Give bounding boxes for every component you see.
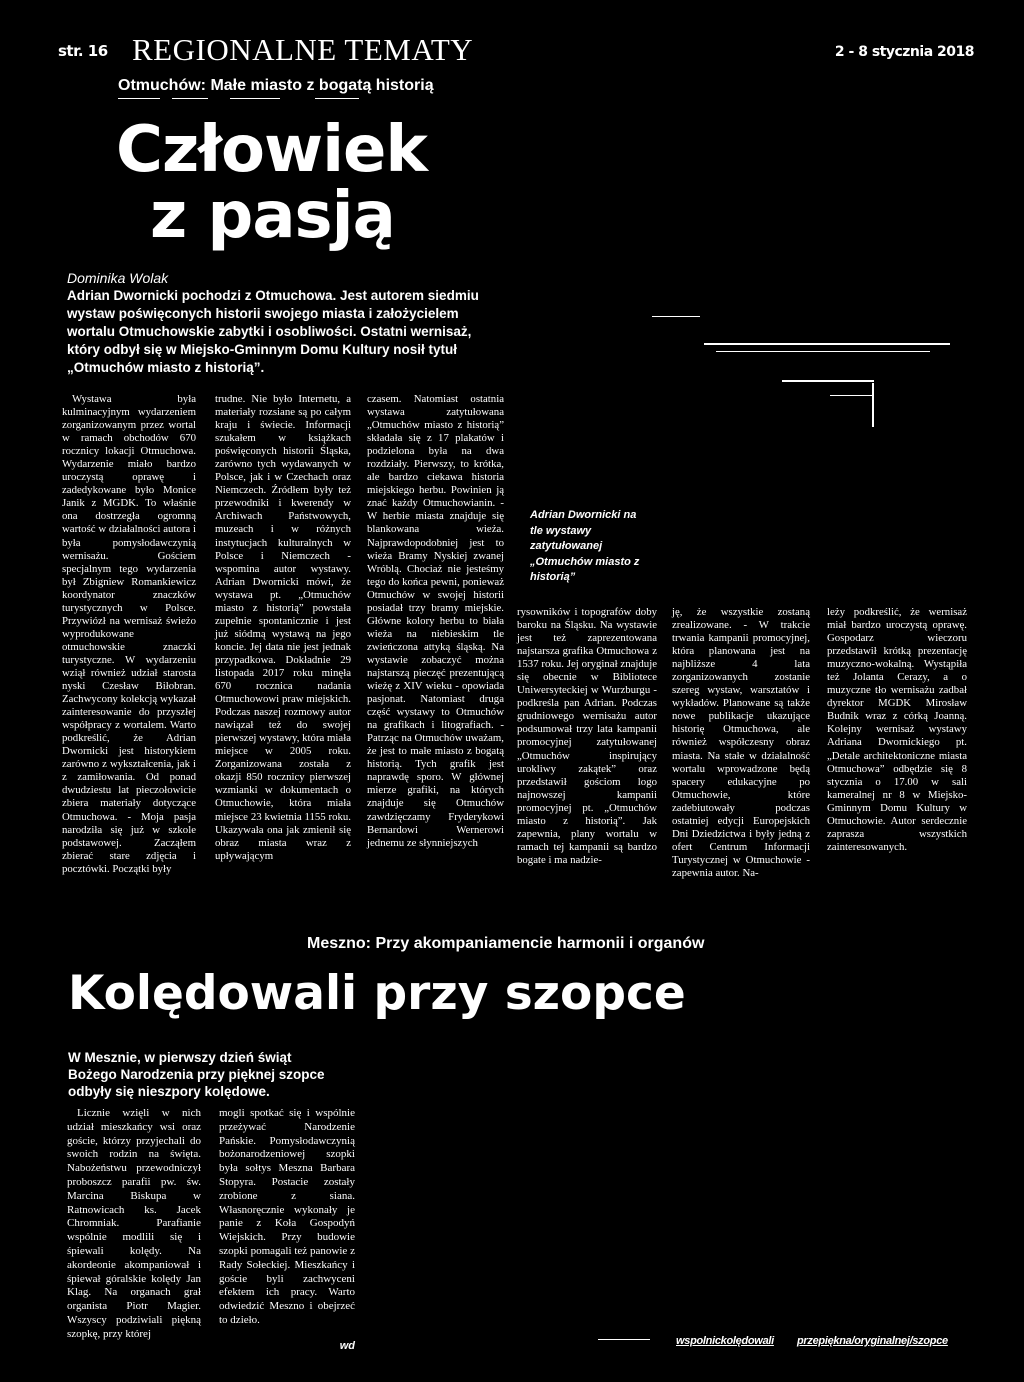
author-byline: Dominika Wolak <box>67 270 169 286</box>
article-lead: Adrian Dwornicki pochodzi z Otmuchowa. Jest autorem siedmiu wystaw poświęconych historii swojego miasta i założycielem wortalu Otmuchowskie zabytki i osobliwości. Ostatni wernisaż, który odbył się w Miejsko-Gminnym Domu Kultury nosił tytuł „Otmuchów miasto z historią”. <box>67 288 479 375</box>
photo-rule <box>704 343 950 345</box>
photo-rule <box>652 316 700 317</box>
footer-link[interactable]: przepiękna/oryginalnej/szopce <box>797 1335 948 1347</box>
photo-rule <box>830 395 874 396</box>
footer-link[interactable]: wspolnickolędowali <box>676 1335 774 1347</box>
article-kicker-2: Meszno: Przy akompaniamencie harmonii i organów <box>307 935 705 952</box>
kicker-underline <box>118 98 160 99</box>
kicker-underline <box>172 98 208 99</box>
article-column: rysowników i topografów doby baroku na Śląsku. Na wystawie jest też zaprezentowana najstarsza grafika Otmuchowa z 1537 roku. Jej oryginał znajduje się obecnie w Bibliotece Uniwersyteckiej w Wurzburgu - podkreśla pan Adrian. Podczas grudniowego wernisażu autor podsumował trzy lata kampanii promocyjnej zatytułowanej „Otmuchów inspirujący urokliwy zakątek” oraz przedstawił gościom logo najnowszej kampanii promocyjnej pt. „Otmuchów miasto z historią”. Jak zapewnia, plany wortalu w ramach tej kampanii są bardzo bogate i ma nadzie- <box>517 606 657 866</box>
section-title: REGIONALNE TEMATY <box>132 32 474 67</box>
article-column: ję, że wszystkie zostaną zrealizowane. - W trakcie trwania kampanii promocyjnej, która planowana jest na najbliższe 4 lata zorganizowanych zostanie szereg wystaw, warsztatów i wykładów. Planowane są także nowe publikacje ukazujące historię Otmuchowa, ale również współczesny obraz miasta. Na stałe w działalność wortalu wprowadzone będą spacery edukacyjne po Otmuchowie, które zadebiutowały podczas ostatniej edycji Europejskich Dni Dziedzictwa i były jedną z ofert Centrum Informacji Turystycznej w Otmuchowie - zapewnia autor. Na- <box>672 606 810 879</box>
article-column: leży podkreślić, że wernisaż miał bardzo uroczystą oprawę. Gospodarz wieczoru przedstawił krótką prezentację muzyczno-wokalną. Wystąpiła też Jolanta Cerazy, a o muzyczne tło wernisażu zadbał dyrektor MGDK Mirosław Budnik wraz z córką Joanną. Kolejny wernisaż wystawy Adriana Dwornickiego pt. „Detale architektoniczne miasta Otmuchowa” odbędzie się 8 stycznia o 17.00 w sali kameralnej nr 8 w Miejsko-Gminnym Domu Kultury w Otmuchowie. Autor serdecznie zaprasza wszystkich zainteresowanych. <box>827 606 967 853</box>
page-number: str. 16 <box>58 42 108 60</box>
article-column-2: mogli spotkać się i wspólnie przeżywać Narodzenie Pańskie. Pomysłodawczynią bożonarodzeniowej szopki była sołtys Meszna Barbara Stopyra. Postacie zostały zrobione z siana. Własnoręcznie wykonały je panie z Koła Gospodyń Wiejskich. Przy budowie szopki pomagali też panowie z Rady Sołeckiej. Mieszkańcy i goście byli zachwyceni efektem ich pracy. Warto odwiedzić Meszno i obejrzeć to dzieło. <box>219 1107 355 1326</box>
article-headline: Człowiek <box>116 113 427 187</box>
article-column-2: Licznie wzięli w nich udział mieszkańcy wsi oraz goście, którzy przyjechali do swoich rodzin na święta. Nabożeństwu przewodniczył proboszcz parafii pw. św. Marcina Biskupa w Ratnowicach ks. Jacek Chromniak. Parafianie wspólnie modlili się i śpiewali kolędy. Na akordeonie akompaniował i śpiewał góralskie kolędy Jan Klag. Na organach grał organista Piotr Magier. Wszyscy podziwiali piękną szopkę, przy której <box>67 1107 201 1340</box>
footer-rule <box>598 1339 650 1340</box>
issue-date: 2 - 8 stycznia 2018 <box>834 44 974 60</box>
kicker-underline <box>315 98 359 99</box>
photo-rule <box>872 383 874 427</box>
article-headline-2: Kolędowali przy szopce <box>68 966 686 1021</box>
photo-caption: Adrian Dwornicki na tle wystawy zatytułowanej „Otmuchów miasto z historią” <box>530 509 640 583</box>
author-signature: wd <box>339 1340 355 1352</box>
article-headline-line2: z pasją <box>150 179 395 253</box>
article-kicker: Otmuchów: Małe miasto z bogatą historią <box>118 77 434 94</box>
article-column: Wystawa była kulminacyjnym wydarzeniem zorganizowanym przez wortal w ramach obchodów 670 rocznicy lokacji Otmuchowa. Wydarzenie miało bardzo uroczystą oprawę i zadedykowane było Monice Janik z MGDK. To właśnie ona dostrzegła ogromną wartość w działalności autora i była pomysłodawczynią wernisażu. Gościem specjalnym tego wydarzenia był Zbigniew Romankiewicz koordynator znaczków turystycznych w Polsce. Przywiózł na wernisaż świeżo wyprodukowane otmuchowskie znaczki turystyczne. W wydarzeniu wziął również udział starosta nyski Czesław Biłobran. Zachwycony kolekcją wykazał zainteresowanie do przyszłej współpracy z wortalem. Warto podkreślić, że Adrian Dwornicki jest historykiem zarówno z wykształcenia, jak i z zamiłowania. Od ponad dwudziestu lat pieczołowicie zbiera materiały dotyczące Otmuchowa. - Moja pasja narodziła się już w szkole podstawowej. Zacząłem zbierać stare zdjęcia i pocztówki. Początki były <box>62 393 196 875</box>
article-lead-2: W Mesznie, w pierwszy dzień świąt Bożego Narodzenia przy pięknej szopce odbyły się nieszpory kolędowe. <box>68 1050 325 1099</box>
article-column: czasem. Natomiast ostatnia wystawa zatytułowana „Otmuchów miasto z historią” składała się z 17 plakatów i podzielona była na dwa rozdziały. Pierwszy, to krótka, ale bardzo ciekawa historia miejskiego herbu. Powinien ją znać każdy Otmuchowianin. - W herbie miasta znajduje się blankowana wieża. Najprawdopodobniej jest to wieża Bramy Nyskiej zwanej Wróblą. Chociaż nie jesteśmy tego do końca pewni, ponieważ Otmuchów w swojej historii posiadał trzy bramy miejskie. Główne kolory herbu to biała wieża na niebieskim tle zwieńczona attyką śląską. Na wystawie zobaczyć można najstarszą pieczęć prezentującą wieżę z XIV wieku - opowiada pasjonat. Natomiast druga część wystawy to Otmuchów na grafikach i litografiach. - Patrząc na Otmuchów uważam, że jest to małe miasto z bogatą historią. Tych grafik jest naprawdę sporo. W głównej mierze grafiki, na których znajduje się Otmuchów zawdzięczamy Fryderykowi Bernardowi Wernerowi jednemu ze słynniejszych <box>367 393 504 849</box>
article-column: trudne. Nie było Internetu, a materiały rozsiane są po całym kraju i świecie. Informacji szukałem w książkach poświęconych historii Śląska, zarówno tych wydawanych w Polsce, jak i w Czechach oraz Niemczech. Źródłem były też przewodniki i kwerendy w Archiwach Państwowych, muzeach i w różnych instytucjach kulturalnych w Polsce i Niemczech - wspomina autor wystawy. Adrian Dwornicki mówi, że wystawa pt. „Otmuchów miasto z historią” powstała zupełnie spontanicznie i jest już siódmą wystawą na jego koncie. Jej data nie jest jednak przypadkowa. Dokładnie 29 listopada 2017 roku minęła 670 rocznica nadania Otmuchowowi praw miejskich. Podczas naszej rozmowy autor nawiązał też do swojej pierwszej wystawy, która miała miejsce w 2005 roku. Zorganizowana została z okazji 850 rocznicy pierwszej wzmianki w dokumentach o Otmuchowie, która miała miejsce 23 kwietnia 1155 roku. Ukazywała ona jak zmienił się obraz miasta wraz z upływającym <box>215 393 352 862</box>
kicker-underline <box>230 98 280 99</box>
photo-rule <box>716 351 930 352</box>
photo-rule <box>782 380 874 382</box>
